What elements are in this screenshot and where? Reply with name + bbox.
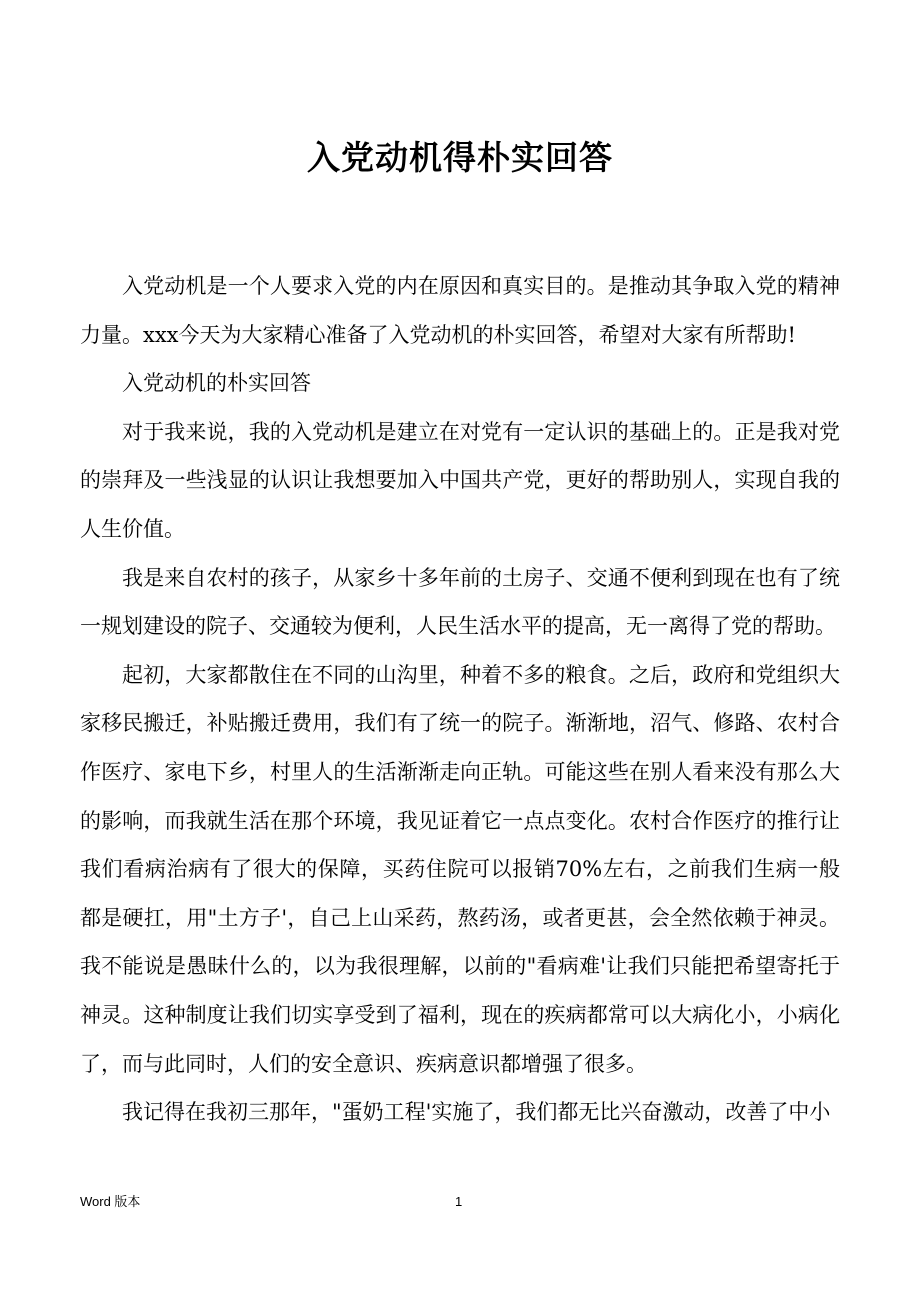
paragraph: 我是来自农村的孩子，从家乡十多年前的土房子、交通不便利到现在也有了统一规划建设的院子、交通较为便利，人民生活水平的提高，无一离得了党的帮助。	[80, 565, 840, 639]
footer-version-label: Word 版本	[80, 1194, 141, 1209]
paragraph-subheading: 入党动机的朴实回答	[122, 371, 311, 396]
paragraph: 起初，大家都散住在不同的山沟里，种着不多的粮食。之后，政府和党组织大家移民搬迁，补贴搬迁费用，我们有了统一的院子。渐渐地，沼气、修路、农村合作医疗、家电下乡，村里人的生活渐渐走向正轨。可能这些在别人看来没有那么大的影响，而我就生活在那个环境，我见证着它一点点变化。农村合作医疗的推行让我们看病治病有了很大的保障，买药住院可以报销70%左右，之前我们生病一般都是硬扛，用"土方子'，自己上山采药，熬药汤，或者更甚，会全然依赖于神灵。我不能说是愚昧什么的，以为我很理解，以前的"看病难'让我们只能把希望寄托于神灵。这种制度让我们切实享受到了福利，现在的疾病都常可以大病化小，小病化了，而与此同时，人们的安全意识、疾病意识都增强了很多。	[80, 662, 840, 1076]
paragraph: 对于我来说，我的入党动机是建立在对党有一定认识的基础上的。正是我对党的崇拜及一些浅显的认识让我想要加入中国共产党，更好的帮助别人，实现自我的人生价值。	[80, 419, 840, 541]
paragraph: 我记得在我初三那年，"蛋奶工程'实施了，我们都无比兴奋激动，改善了中小	[122, 1100, 831, 1125]
paragraph-intro: 入党动机是一个人要求入党的内在原因和真实目的。是推动其争取入党的精神力量。xxx今天为大家精心准备了入党动机的朴实回答，希望对大家有所帮助!	[80, 274, 840, 347]
document-title: 入党动机得朴实回答	[307, 138, 613, 177]
document-body	[80, 262, 840, 1137]
page-number: 1	[455, 1194, 463, 1209]
